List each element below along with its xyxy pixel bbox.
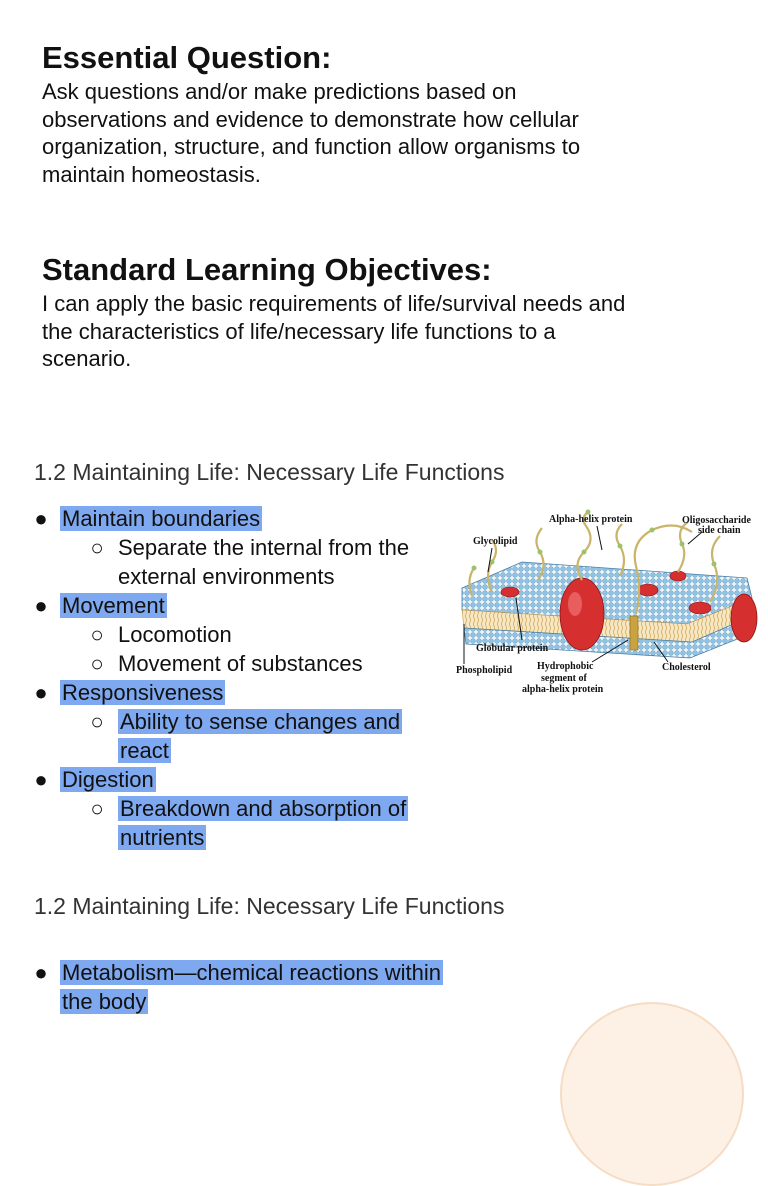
label-segment-of: segment of [541, 673, 587, 684]
sub-list-item [60, 620, 409, 649]
list-item-text: Movement [62, 593, 165, 618]
essential-question-text [42, 78, 742, 188]
list-item-text: Digestion [62, 767, 154, 792]
label-globular-protein: Globular protein [476, 643, 549, 654]
label-cholesterol: Cholesterol [662, 662, 711, 673]
bullet-icon: ● [34, 680, 48, 705]
circle-bullet-icon: ○ [90, 709, 104, 734]
sub-item-text: nutrients [120, 825, 205, 850]
list-item-text: Metabolism—chemical reactions within [62, 960, 442, 985]
text-line: Ask questions and/or make predictions based on [42, 79, 517, 104]
sub-item-text: react [120, 738, 169, 763]
section-heading: 1.2 Maintaining Life: Necessary Life Functions [34, 459, 505, 485]
label-phospholipid: Phospholipid [456, 665, 513, 676]
label-glycolipid: Glycolipid [473, 536, 518, 547]
list-item-text: Responsiveness [62, 680, 224, 705]
sub-list-item [60, 533, 409, 562]
text-line: the characteristics of life/necessary life functions to a [42, 318, 556, 344]
circle-bullet-icon: ○ [90, 651, 104, 676]
label-alpha-helix-protein-segment: alpha-helix protein [522, 684, 604, 695]
sub-item-text: Movement of substances [118, 651, 363, 676]
sub-item-text: Ability to sense changes and [120, 709, 401, 734]
sub-item-text: Locomotion [118, 622, 232, 647]
hydrophobic-segment-shape [630, 616, 638, 650]
cell-membrane-diagram [452, 506, 764, 702]
bullet-icon: ● [34, 593, 48, 618]
text-line: I can apply the basic requirements of life/survival needs and [42, 291, 626, 316]
decorative-circle [560, 1002, 744, 1186]
text-line: scenario. [42, 346, 132, 371]
list-item-continued [60, 987, 443, 1016]
bullet-icon: ● [34, 767, 48, 792]
essential-question-title: Essential Question: [42, 40, 332, 75]
section-heading: 1.2 Maintaining Life: Necessary Life Functions [34, 893, 505, 919]
sub-list-item [60, 707, 409, 736]
sub-item-text: Breakdown and absorption of [120, 796, 407, 821]
label-oligosaccharide: Oligosaccharide [682, 515, 751, 526]
circle-bullet-icon: ○ [90, 796, 104, 821]
text-line: organization, structure, and function allow organisms to [42, 134, 581, 159]
sub-list-item-continued [60, 562, 409, 591]
bullet-icon: ● [34, 506, 48, 531]
sub-list-item-continued [60, 823, 409, 852]
circle-bullet-icon: ○ [90, 622, 104, 647]
sub-list-item-continued [60, 736, 409, 765]
sub-list-item [60, 794, 409, 823]
objectives-title: Standard Learning Objectives: [42, 252, 492, 287]
list-item-text: the body [62, 989, 147, 1014]
globular-protein-shape [501, 587, 519, 597]
list-item [34, 504, 409, 533]
label-side-chain: side chain [698, 525, 741, 536]
list-item [34, 591, 409, 620]
sub-item-text: Separate the internal from the [118, 535, 410, 560]
bullet-icon: ● [34, 960, 48, 985]
life-functions-list [34, 504, 410, 852]
label-hydrophobic: Hydrophobic [537, 661, 594, 672]
sub-item-text: external environments [118, 564, 335, 589]
alpha-helix-protein-shape [560, 578, 604, 650]
list-item [34, 958, 443, 987]
life-functions-list-2 [34, 958, 443, 1016]
sub-list-item [60, 649, 409, 678]
label-alpha-helix-protein: Alpha-helix protein [549, 514, 633, 525]
objectives-text [42, 290, 742, 373]
list-item-text: Maintain boundaries [62, 506, 261, 531]
list-item [34, 765, 409, 794]
circle-bullet-icon: ○ [90, 535, 104, 560]
list-item [34, 678, 409, 707]
text-line: maintain homeostasis. [42, 161, 261, 187]
text-line: observations and evidence to demonstrate how cellular [42, 106, 579, 132]
